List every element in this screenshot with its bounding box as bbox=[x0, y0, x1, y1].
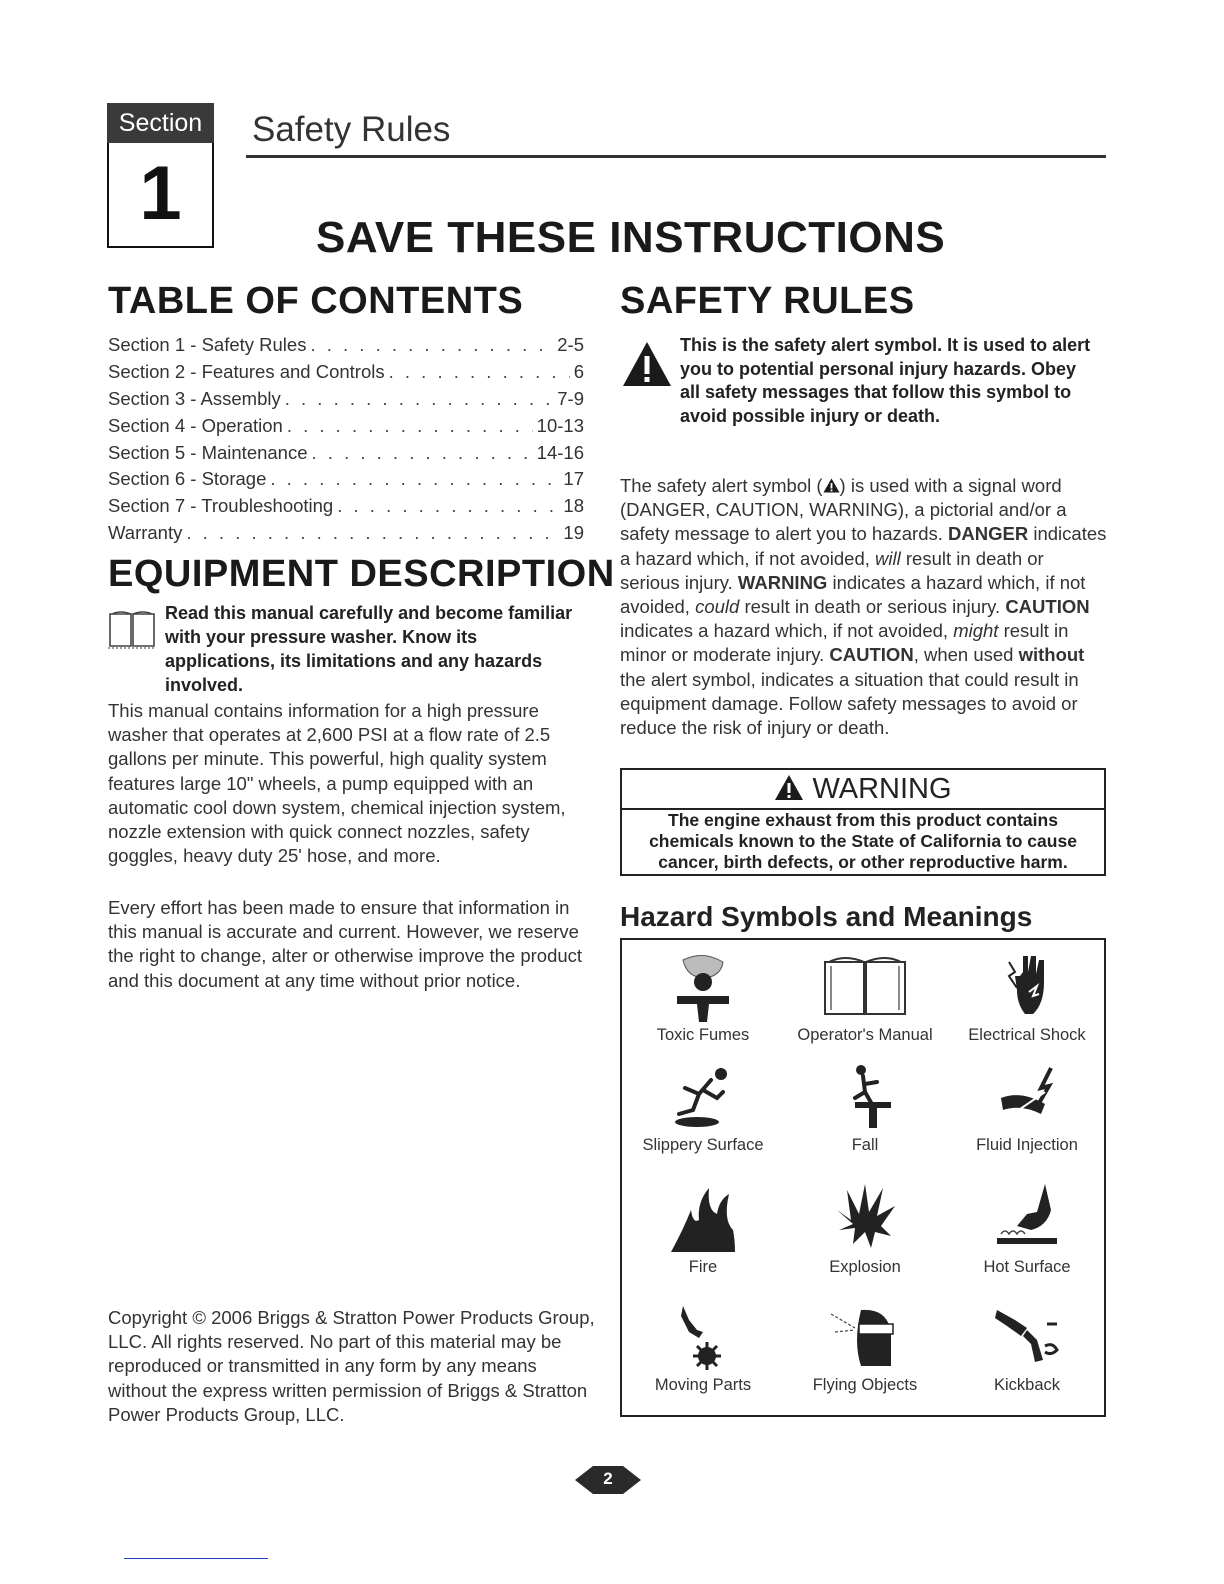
equipment-notice: Read this manual carefully and become familiar with your pressure washer. Know its applications, its limitations and any hazards involved. bbox=[165, 603, 573, 695]
page-number-badge bbox=[575, 1462, 641, 1498]
hazard-item bbox=[946, 952, 1108, 1045]
toc-item-pages: 17 bbox=[563, 468, 584, 490]
text-span: The safety alert symbol ( bbox=[620, 475, 823, 496]
header-title: Safety Rules bbox=[252, 110, 451, 149]
slippery-surface-icon bbox=[663, 1062, 743, 1132]
toc-item-title: Section 4 - Operation bbox=[108, 414, 283, 436]
text-span: , when used bbox=[913, 644, 1019, 666]
warning-text bbox=[622, 810, 1104, 873]
toc-leader bbox=[270, 466, 559, 493]
toc-item bbox=[108, 520, 584, 547]
hazard-item bbox=[946, 1302, 1108, 1395]
hot-surface-icon bbox=[987, 1180, 1067, 1254]
toc-leader bbox=[312, 440, 533, 467]
toc-item-title: Section 1 - Safety Rules bbox=[108, 334, 307, 355]
equipment-paragraph-1: This manual contains information for a high pressure washer that operates at 2,600 PSI at a flow rate of 2.5 gallons per minute. This powerful, high quality system features large 10" wheels, a pump equipped with an automatic cool down system, chemical injection system, nozzle extension with quick connect nozzles, safety goggles, heavy duty 25' hose, and more. bbox=[108, 700, 566, 867]
text-span: indicates a hazard which, if not avoided, bbox=[620, 620, 954, 642]
hazard-label: Electrical Shock bbox=[968, 1026, 1086, 1044]
toxic-fumes-icon bbox=[663, 952, 743, 1022]
safety-alert-icon bbox=[621, 340, 673, 388]
main-title: SAVE THESE INSTRUCTIONS bbox=[316, 213, 946, 262]
toc-item-pages: 6 bbox=[573, 360, 584, 382]
header-rule bbox=[246, 155, 1106, 158]
caution-label: CAUTION bbox=[829, 644, 914, 666]
hazard-item bbox=[946, 1062, 1108, 1155]
hazard-label: Flying Objects bbox=[812, 1376, 918, 1394]
explosion-icon bbox=[825, 1180, 905, 1254]
toc-item bbox=[108, 359, 584, 386]
toc-item bbox=[108, 493, 584, 520]
toc-item-pages: 14-16 bbox=[536, 441, 584, 463]
fire-icon bbox=[663, 1180, 743, 1254]
toc-item-pages: 7-9 bbox=[557, 387, 584, 409]
hazard-label: Toxic Fumes bbox=[656, 1026, 750, 1044]
toc-leader bbox=[186, 520, 559, 547]
toc-leader bbox=[389, 359, 570, 386]
hazard-item bbox=[622, 1062, 784, 1155]
hazard-label: Fire bbox=[688, 1258, 718, 1276]
text-span: result in minor or moderate injury. bbox=[620, 620, 1069, 666]
hazard-label: Fall bbox=[851, 1136, 879, 1154]
toc-item-pages: 19 bbox=[563, 522, 584, 544]
toc-leader bbox=[337, 493, 559, 520]
toc-leader bbox=[287, 413, 533, 440]
warning-alert-icon bbox=[774, 774, 804, 801]
toc-leader bbox=[285, 386, 554, 413]
warning-header bbox=[622, 770, 1104, 810]
safety-alert-notice: This is the safety alert symbol. It is used to alert you to potential personal injury hazards. Obey all safety messages that follow this symbol to avoid possible injury or death. bbox=[680, 335, 1091, 426]
hazard-label: Moving Parts bbox=[654, 1376, 752, 1394]
toc-item-title: Section 6 - Storage bbox=[108, 468, 267, 490]
warning-line: The engine exhaust from this product contains bbox=[668, 810, 1058, 830]
section-number: 1 bbox=[139, 151, 182, 236]
text-span: indicates a hazard which, if not avoided, bbox=[620, 523, 1107, 569]
hazard-label: Kickback bbox=[993, 1376, 1061, 1394]
emphasis: will bbox=[875, 547, 901, 569]
toc-item bbox=[108, 332, 584, 359]
toc-item-title: Section 7 - Troubleshooting bbox=[108, 495, 334, 517]
moving-parts-icon bbox=[663, 1302, 743, 1372]
danger-label: DANGER bbox=[948, 523, 1029, 545]
hazard-item bbox=[622, 952, 784, 1045]
bottom-rule bbox=[124, 1558, 268, 1559]
emphasis: might bbox=[953, 620, 999, 642]
caution-label: CAUTION bbox=[1005, 596, 1090, 618]
inline-alert-icon bbox=[823, 478, 840, 493]
hazard-item bbox=[622, 1302, 784, 1395]
copyright-notice: Copyright © 2006 Briggs & Stratton Power Products Group, LLC. All rights reserved. No part of this material may be reproduced or transmitted in any form by any means without the express written permission of Briggs & Stratton Power Products Group, LLC. bbox=[108, 1307, 595, 1425]
warning-line: chemicals known to the State of California to cause bbox=[649, 831, 1077, 851]
warning-label: WARNING bbox=[737, 571, 828, 593]
hazard-label: Operator's Manual bbox=[797, 1026, 933, 1044]
hazard-item bbox=[784, 952, 946, 1045]
equipment-paragraph-2: Every effort has been made to ensure that information in this manual is accurate and current. However, we reserve the right to change, alter or otherwise improve the product and this document at any time without prior notice. bbox=[108, 897, 583, 991]
hazard-label: Hot Surface bbox=[983, 1258, 1071, 1276]
hazard-label: Explosion bbox=[829, 1258, 901, 1276]
toc-item-title: Warranty bbox=[108, 522, 183, 544]
section-badge bbox=[107, 103, 214, 248]
fluid-injection-icon bbox=[987, 1062, 1067, 1132]
toc-item-pages: 18 bbox=[563, 495, 584, 517]
hazard-item bbox=[784, 1302, 946, 1395]
hazard-item bbox=[784, 1180, 946, 1277]
section-label: Section bbox=[107, 103, 214, 143]
hazard-label: Fluid Injection bbox=[976, 1136, 1078, 1154]
emphasis-bold: without bbox=[1018, 644, 1085, 666]
text-span: result in death or serious injury. bbox=[739, 596, 1006, 618]
hazard-item bbox=[946, 1180, 1108, 1277]
page-number: 2 bbox=[603, 1469, 613, 1488]
hazard-item bbox=[784, 1062, 946, 1155]
table-of-contents bbox=[108, 332, 584, 547]
warning-title: WARNING bbox=[812, 773, 952, 805]
text-span: ) is used with a signal word (DANGER, CAUTION, WARNING), a pictorial and/or a safety message to alert you to hazards. bbox=[620, 475, 1067, 545]
toc-item-title: Section 2 - Features and Controls bbox=[108, 360, 385, 382]
electrical-shock-icon bbox=[987, 952, 1067, 1022]
manual-icon bbox=[106, 606, 158, 652]
toc-item bbox=[108, 440, 584, 467]
toc-item-pages: 10-13 bbox=[536, 414, 584, 436]
warning-line: cancer, birth defects, or other reproductive harm. bbox=[658, 852, 1068, 872]
toc-heading: TABLE OF CONTENTS bbox=[108, 280, 524, 322]
hazard-item bbox=[622, 1180, 784, 1277]
toc-item bbox=[108, 466, 584, 493]
toc-item-pages: 2-5 bbox=[557, 334, 584, 355]
fall-icon bbox=[825, 1062, 905, 1132]
safety-paragraph bbox=[620, 474, 1108, 740]
safety-heading: SAFETY RULES bbox=[620, 280, 915, 322]
toc-item bbox=[108, 386, 584, 413]
hazard-heading: Hazard Symbols and Meanings bbox=[620, 901, 1033, 932]
toc-item bbox=[108, 413, 584, 440]
text-span: indicates a hazard which, if not avoided, bbox=[620, 571, 1086, 618]
kickback-icon bbox=[987, 1302, 1067, 1372]
operators-manual-icon bbox=[815, 952, 915, 1022]
hazard-label: Slippery Surface bbox=[642, 1136, 764, 1154]
flying-objects-icon bbox=[825, 1302, 905, 1372]
text-span: result in death or serious injury. bbox=[620, 547, 1044, 593]
toc-item-title: Section 5 - Maintenance bbox=[108, 441, 308, 463]
warning-box bbox=[620, 768, 1106, 876]
toc-item-title: Section 3 - Assembly bbox=[108, 387, 281, 409]
equipment-heading: EQUIPMENT DESCRIPTION bbox=[108, 553, 615, 595]
text-span: the alert symbol, indicates a situation that could result in equipment damage. Follow safety messages to avoid or reduce the risk of injury or death. bbox=[620, 668, 1079, 739]
hazard-symbols-box bbox=[620, 938, 1106, 1417]
emphasis: could bbox=[695, 596, 740, 618]
toc-leader bbox=[310, 332, 553, 359]
